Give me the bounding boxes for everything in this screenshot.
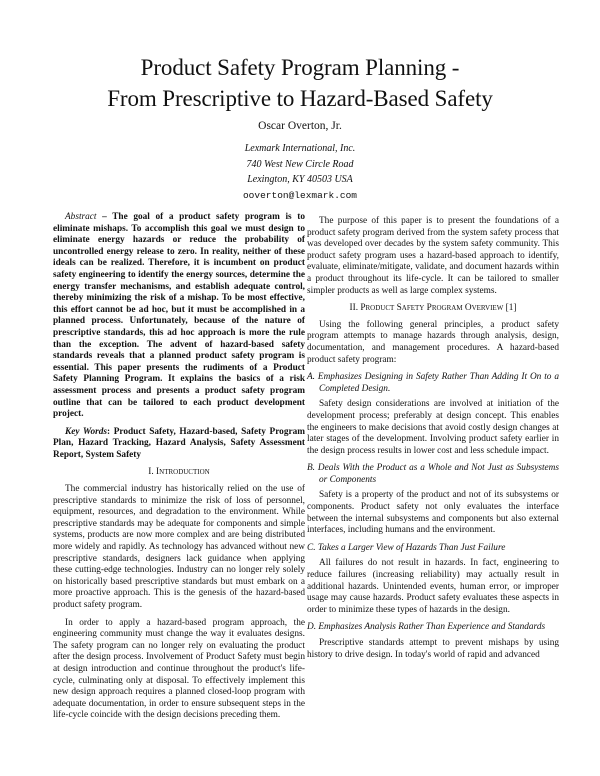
subsection-c-heading: C. Takes a Larger View of Hazards Than Just Failure: [307, 542, 506, 553]
author-name: Oscar Overton, Jr.: [258, 120, 342, 132]
title-line-2: From Prescriptive to Hazard-Based Safety: [107, 86, 493, 111]
keywords-label: Key Words: [65, 426, 108, 437]
abstract: [53, 212, 305, 421]
title-line-1: Product Safety Program Planning -: [140, 55, 460, 80]
subsection-c-paragraph: All failures do not result in hazards. In fact, engineering to reduce failures (increasing reliability) may actually result in additional hazards. Unintended events, human error, or improper usage may cause hazards. Product safety evaluates these aspects in order to minimize these types of hazards in the design.: [307, 558, 559, 615]
purpose-paragraph: The purpose of this paper is to present the foundations of a product safety program derived from the system safety process that was developed over decades by the system safety community. This product safety program uses a hazard-based approach to identify, evaluate, eliminate/mitigate, validate, and document hazards within a product throughout its life-cycle. It can be tailored to smaller simpler products as well as large complex systems.: [307, 216, 559, 296]
overview-paragraph: Using the following general principles, a product safety program attempts to manage hazards through analysis, design, documentation, and management procedures. A hazard-based product safety program:: [307, 319, 559, 365]
subsection-b-heading: B. Deals With the Product as a Whole and Not Just as Subsystems or Components: [307, 463, 559, 485]
paper-title: [0, 52, 600, 114]
affiliation-street: 740 West New Circle Road: [246, 158, 354, 170]
section-heading-introduction: I. Introduction: [148, 467, 210, 478]
affiliation-city: Lexington, KY 40503 USA: [247, 174, 353, 185]
affiliation-company: Lexmark International, Inc.: [244, 143, 356, 154]
subsection-d-heading: D. Emphasizes Analysis Rather Than Experience and Standards: [307, 622, 546, 633]
section-heading-overview: II. Product Safety Program Overview [1]: [349, 303, 517, 314]
subsection-a-heading: A. Emphasizes Designing in Safety Rather Than Adding It On to a Completed Design.: [307, 372, 559, 394]
intro-paragraph-1: The commercial industry has historically relied on the use of prescriptive standards to minimize the risk of loss of personnel, equipment, resources, and degradation to the environment. While prescriptive standards may be adequate for components and simple systems, products are now more complex and are being distributed more widely and rapidly. As technology has advanced without new prescriptive standards, designers lack guidance when applying these cutting-edge technologies. Industry can no longer rely solely on historically based prescriptive standards but must embark on a more proactive approach. This is the genesis of the hazard-based product safety program.: [53, 484, 305, 610]
left-column: [53, 212, 305, 728]
keywords: [53, 427, 305, 462]
subsection-a-paragraph: Safety design considerations are involved at initiation of the development process; preferably at design concept. This enables the engineers to make decisions that avoid costly design changes at later stages of the development. Involving product safety earlier in the design process results in lower cost and less schedule impact.: [307, 399, 559, 456]
keywords-text: : Product Safety, Hazard-based, Safety Program Plan, Hazard Tracking, Hazard Analysis, Safety Assessment Report, System Safety: [53, 426, 305, 460]
abstract-text: – The goal of a product safety program is to eliminate mishaps. To accomplish this goal we must design to eliminate energy hazards or reduce the probability of uncontrolled energy release to zero. In reality, neither of these ideals can be realized. Therefore, it is incumbent on product safety engineering to identify the energy sources, determine the energy transfer mechanisms, and establish adequate control, thereby minimizing the risk of a mishap. To be most effective, this effort cannot be ad hoc, but it must be accomplished in a planned process. Unfortunately, because of the nature of prescriptive standards, this ad hoc approach is more the rule than the exception. The advent of hazard-based safety standards reveals that a planned product safety program is essential. This paper presents the rudiments of a Product Safety Planning Program. It explains the basics of a risk assessment process and presents a product safety program outline that can be tailored to each product development project.: [53, 212, 305, 420]
subsection-d-paragraph: Prescriptive standards attempt to prevent mishaps by using history to drive design. In today's world of rapid and advanced: [307, 638, 559, 660]
subsection-b-paragraph: Safety is a property of the product and not of its subsystems or components. Product safety not only evaluates the interface between the internal subsystems and components but also external interfaces, including humans and the environment.: [307, 490, 559, 536]
intro-paragraph-2: In order to apply a hazard-based program approach, the engineering community must change the way it evaluates designs. The safety program can no longer rely on evaluating the product after the design process. Involvement of Product Safety must begin at design introduction and continue throughout the product's life-cycle, culminating only at disposal. To effectively implement this new design approach requires a planned closed-loop program with adequate documentation, in order to ensure subsequent steps in the life-cycle coincide with the design decisions preceding them.: [53, 617, 305, 721]
right-column: [307, 216, 559, 667]
author-email[interactable]: ooverton@lexmark.com: [242, 189, 358, 201]
abstract-label: Abstract: [65, 212, 97, 222]
affiliation: [0, 141, 600, 203]
